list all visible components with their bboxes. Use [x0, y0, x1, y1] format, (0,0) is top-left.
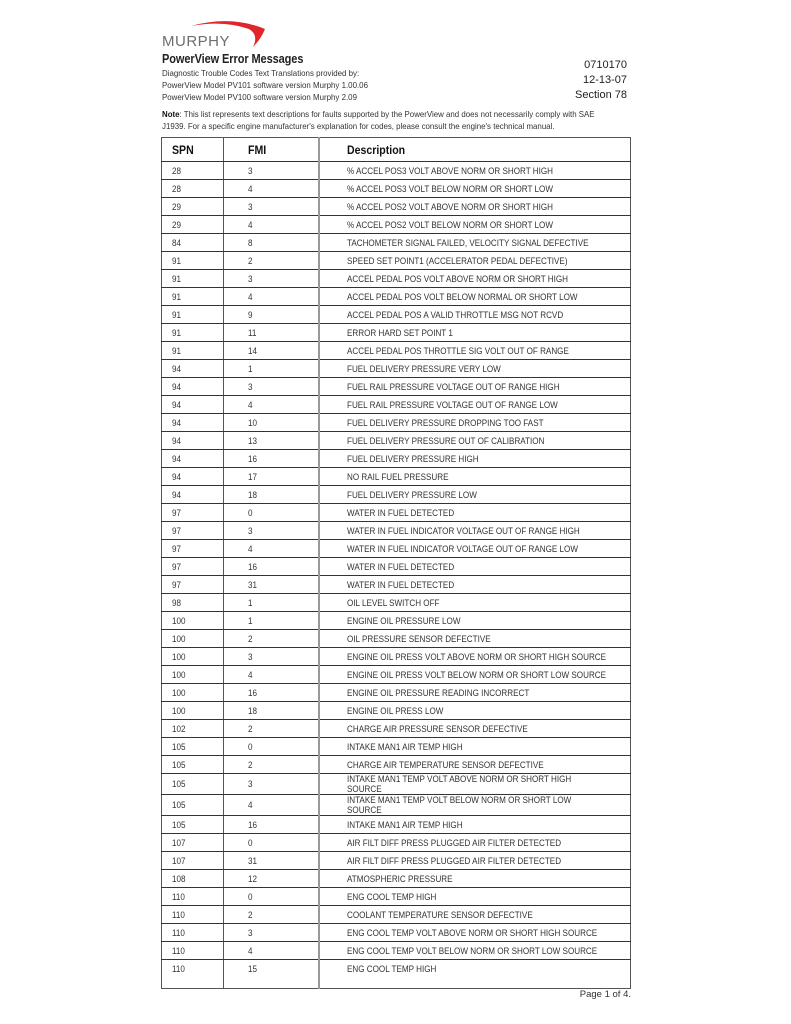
description-cell: ENGINE OIL PRESS LOW	[319, 702, 631, 720]
description-cell: ENG COOL TEMP HIGH	[319, 888, 631, 906]
spn-cell: 100	[162, 702, 224, 720]
spn-cell: 105	[162, 816, 224, 834]
spn-cell: 110	[162, 906, 224, 924]
spn-cell: 98	[162, 594, 224, 612]
spn-cell: 97	[162, 558, 224, 576]
spn-cell: 29	[162, 216, 224, 234]
description-cell: INTAKE MAN1 AIR TEMP HIGH	[319, 738, 631, 756]
description-cell: CHARGE AIR TEMPERATURE SENSOR DEFECTIVE	[319, 756, 631, 774]
subtitle-line-3: PowerView Model PV100 software version Murphy 2.09	[162, 92, 357, 102]
description-cell: ERROR HARD SET POINT 1	[319, 324, 631, 342]
table-row	[162, 432, 631, 450]
table-row	[162, 906, 631, 924]
fmi-cell: 0	[224, 888, 320, 906]
spn-cell: 100	[162, 648, 224, 666]
fmi-cell: 8	[224, 234, 320, 252]
fmi-cell: 31	[224, 852, 320, 870]
table-row	[162, 720, 631, 738]
spn-cell: 91	[162, 252, 224, 270]
fmi-cell: 1	[224, 612, 320, 630]
table-row	[162, 648, 631, 666]
spn-cell: 97	[162, 504, 224, 522]
description-cell: AIR FILT DIFF PRESS PLUGGED AIR FILTER DETECTED	[319, 834, 631, 852]
spn-cell: 105	[162, 774, 224, 795]
column-header-fmi: FMI	[224, 138, 320, 162]
fmi-cell: 11	[224, 324, 320, 342]
description-cell: ENG COOL TEMP VOLT BELOW NORM OR SHORT LOW SOURCE	[319, 942, 631, 960]
spn-cell: 100	[162, 612, 224, 630]
description-cell: ACCEL PEDAL POS A VALID THROTTLE MSG NOT RCVD	[319, 306, 631, 324]
description-cell: ACCEL PEDAL POS THROTTLE SIG VOLT OUT OF RANGE	[319, 342, 631, 360]
fmi-cell: 0	[224, 738, 320, 756]
description-cell: FUEL DELIVERY PRESSURE HIGH	[319, 450, 631, 468]
table-row	[162, 504, 631, 522]
spn-cell: 97	[162, 576, 224, 594]
description-cell: INTAKE MAN1 AIR TEMP HIGH	[319, 816, 631, 834]
table-row	[162, 630, 631, 648]
table-row	[162, 702, 631, 720]
fmi-cell: 16	[224, 816, 320, 834]
spn-cell: 105	[162, 738, 224, 756]
doc-section: Section 78	[575, 89, 627, 101]
spn-cell: 94	[162, 468, 224, 486]
fmi-cell: 31	[224, 576, 320, 594]
doc-number: 0710170	[584, 59, 627, 71]
table-row	[162, 684, 631, 702]
fmi-cell: 18	[224, 702, 320, 720]
fmi-cell: 16	[224, 450, 320, 468]
spn-cell: 102	[162, 720, 224, 738]
spn-cell: 105	[162, 756, 224, 774]
column-header-description: Description	[319, 138, 631, 162]
table-row	[162, 270, 631, 288]
table-row	[162, 576, 631, 594]
spn-cell: 91	[162, 306, 224, 324]
description-cell: ENG COOL TEMP VOLT ABOVE NORM OR SHORT HIGH SOURCE	[319, 924, 631, 942]
description-cell: FUEL DELIVERY PRESSURE LOW	[319, 486, 631, 504]
spn-cell: 91	[162, 270, 224, 288]
fmi-cell: 16	[224, 684, 320, 702]
fmi-cell: 2	[224, 252, 320, 270]
spn-cell: 28	[162, 180, 224, 198]
page-number: Page 1 of 4.	[579, 989, 631, 1000]
table-row	[162, 795, 631, 816]
description-cell: OIL PRESSURE SENSOR DEFECTIVE	[319, 630, 631, 648]
subtitle-line-1: Diagnostic Trouble Codes Text Translations provided by:	[162, 68, 360, 78]
description-cell: FUEL RAIL PRESSURE VOLTAGE OUT OF RANGE LOW	[319, 396, 631, 414]
table-row	[162, 666, 631, 684]
spn-cell: 91	[162, 342, 224, 360]
spn-cell: 110	[162, 888, 224, 906]
table-row	[162, 594, 631, 612]
description-cell: % ACCEL POS3 VOLT BELOW NORM OR SHORT LOW	[319, 180, 631, 198]
spn-cell: 100	[162, 666, 224, 684]
description-cell: ENGINE OIL PRESS VOLT BELOW NORM OR SHORT LOW SOURCE	[319, 666, 631, 684]
fmi-cell: 4	[224, 540, 320, 558]
spn-cell: 94	[162, 378, 224, 396]
table-row	[162, 960, 631, 989]
description-cell: ENGINE OIL PRESSURE READING INCORRECT	[319, 684, 631, 702]
table-row	[162, 180, 631, 198]
fmi-cell: 14	[224, 342, 320, 360]
page-title: PowerView Error Messages	[162, 52, 304, 66]
fmi-cell: 9	[224, 306, 320, 324]
fmi-cell: 4	[224, 942, 320, 960]
fmi-cell: 2	[224, 906, 320, 924]
description-cell: % ACCEL POS2 VOLT ABOVE NORM OR SHORT HIGH	[319, 198, 631, 216]
description-cell: CHARGE AIR PRESSURE SENSOR DEFECTIVE	[319, 720, 631, 738]
spn-cell: 29	[162, 198, 224, 216]
description-cell: WATER IN FUEL DETECTED	[319, 504, 631, 522]
description-cell: SPEED SET POINT1 (ACCELERATOR PEDAL DEFECTIVE)	[319, 252, 631, 270]
table-row	[162, 198, 631, 216]
fmi-cell: 4	[224, 288, 320, 306]
table-header-row	[162, 138, 631, 162]
spn-cell: 94	[162, 432, 224, 450]
fmi-cell: 2	[224, 720, 320, 738]
description-cell: TACHOMETER SIGNAL FAILED, VELOCITY SIGNAL DEFECTIVE	[319, 234, 631, 252]
fmi-cell: 12	[224, 870, 320, 888]
description-cell: % ACCEL POS2 VOLT BELOW NORM OR SHORT LOW	[319, 216, 631, 234]
table-row	[162, 450, 631, 468]
table-row	[162, 288, 631, 306]
description-cell: ENGINE OIL PRESSURE LOW	[319, 612, 631, 630]
table-row	[162, 756, 631, 774]
table-row	[162, 396, 631, 414]
fmi-cell: 2	[224, 630, 320, 648]
table-row	[162, 540, 631, 558]
fmi-cell: 1	[224, 360, 320, 378]
spn-cell: 105	[162, 795, 224, 816]
table-row	[162, 252, 631, 270]
spn-cell: 100	[162, 630, 224, 648]
table-row	[162, 942, 631, 960]
spn-cell: 94	[162, 396, 224, 414]
table-row	[162, 306, 631, 324]
description-cell: FUEL RAIL PRESSURE VOLTAGE OUT OF RANGE HIGH	[319, 378, 631, 396]
table-row	[162, 234, 631, 252]
table-row	[162, 870, 631, 888]
fmi-cell: 4	[224, 180, 320, 198]
table-row	[162, 774, 631, 795]
description-cell: INTAKE MAN1 TEMP VOLT BELOW NORM OR SHORT LOW SOURCE	[319, 795, 631, 816]
spn-cell: 108	[162, 870, 224, 888]
table-row	[162, 852, 631, 870]
spn-cell: 107	[162, 834, 224, 852]
table-row	[162, 834, 631, 852]
spn-cell: 94	[162, 414, 224, 432]
description-cell: ACCEL PEDAL POS VOLT ABOVE NORM OR SHORT HIGH	[319, 270, 631, 288]
spn-cell: 94	[162, 450, 224, 468]
document-meta	[575, 58, 627, 103]
subtitle-line-2: PowerView Model PV101 software version Murphy 1.00.06	[162, 80, 368, 90]
fmi-cell: 0	[224, 504, 320, 522]
table-row	[162, 378, 631, 396]
fmi-cell: 3	[224, 198, 320, 216]
fmi-cell: 10	[224, 414, 320, 432]
description-cell: ENGINE OIL PRESS VOLT ABOVE NORM OR SHORT HIGH SOURCE	[319, 648, 631, 666]
fmi-cell: 3	[224, 162, 320, 180]
fmi-cell: 4	[224, 216, 320, 234]
table-row	[162, 486, 631, 504]
table-row	[162, 324, 631, 342]
fmi-cell: 1	[224, 594, 320, 612]
spn-cell: 110	[162, 924, 224, 942]
fmi-cell: 16	[224, 558, 320, 576]
table-row	[162, 216, 631, 234]
table-row	[162, 816, 631, 834]
table-row	[162, 738, 631, 756]
fmi-cell: 2	[224, 756, 320, 774]
spn-cell: 107	[162, 852, 224, 870]
spn-cell: 28	[162, 162, 224, 180]
description-cell: WATER IN FUEL INDICATOR VOLTAGE OUT OF RANGE HIGH	[319, 522, 631, 540]
fmi-cell: 3	[224, 774, 320, 795]
description-cell: COOLANT TEMPERATURE SENSOR DEFECTIVE	[319, 906, 631, 924]
table-row	[162, 558, 631, 576]
table-row	[162, 162, 631, 180]
spn-cell: 84	[162, 234, 224, 252]
fmi-cell: 4	[224, 666, 320, 684]
table-row	[162, 414, 631, 432]
description-cell: WATER IN FUEL INDICATOR VOLTAGE OUT OF RANGE LOW	[319, 540, 631, 558]
murphy-logo	[161, 17, 271, 49]
column-header-spn: SPN	[162, 138, 224, 162]
table-row	[162, 924, 631, 942]
spn-cell: 94	[162, 486, 224, 504]
fmi-cell: 0	[224, 834, 320, 852]
spn-cell: 100	[162, 684, 224, 702]
spn-cell: 91	[162, 324, 224, 342]
description-cell: WATER IN FUEL DETECTED	[319, 576, 631, 594]
description-cell: ACCEL PEDAL POS VOLT BELOW NORMAL OR SHORT LOW	[319, 288, 631, 306]
table-row	[162, 468, 631, 486]
description-cell: FUEL DELIVERY PRESSURE DROPPING TOO FAST	[319, 414, 631, 432]
spn-cell: 110	[162, 942, 224, 960]
spn-cell: 97	[162, 522, 224, 540]
spn-cell: 91	[162, 288, 224, 306]
fmi-cell: 4	[224, 396, 320, 414]
description-cell: ATMOSPHERIC PRESSURE	[319, 870, 631, 888]
note-text: : This list represents text descriptions for faults supported by the PowerView and does not necessarily comply with SAE J1939. For a specific engine manufacturer's explanation for codes, please consult the engine's technical manual.	[162, 109, 595, 131]
fmi-cell: 13	[224, 432, 320, 450]
fmi-cell: 17	[224, 468, 320, 486]
description-cell: FUEL DELIVERY PRESSURE VERY LOW	[319, 360, 631, 378]
fmi-cell: 3	[224, 378, 320, 396]
spn-cell: 97	[162, 540, 224, 558]
fmi-cell: 3	[224, 522, 320, 540]
fmi-cell: 4	[224, 795, 320, 816]
fmi-cell: 3	[224, 924, 320, 942]
description-cell: INTAKE MAN1 TEMP VOLT ABOVE NORM OR SHORT HIGH SOURCE	[319, 774, 631, 795]
spn-cell: 94	[162, 360, 224, 378]
description-cell: NO RAIL FUEL PRESSURE	[319, 468, 631, 486]
note-label: Note	[162, 109, 180, 119]
fmi-cell: 3	[224, 270, 320, 288]
spn-cell: 110	[162, 960, 224, 989]
doc-date: 12-13-07	[582, 74, 627, 86]
fmi-cell: 3	[224, 648, 320, 666]
description-cell: ENG COOL TEMP HIGH	[347, 964, 437, 974]
logo-text: MURPHY	[162, 33, 231, 49]
table-row	[162, 342, 631, 360]
fmi-cell: 15	[224, 960, 320, 989]
description-cell: AIR FILT DIFF PRESS PLUGGED AIR FILTER DETECTED	[319, 852, 631, 870]
note-paragraph	[162, 108, 609, 132]
table-row	[162, 360, 631, 378]
table-row	[162, 888, 631, 906]
fmi-cell: 18	[224, 486, 320, 504]
description-cell: OIL LEVEL SWITCH OFF	[319, 594, 631, 612]
error-codes-table	[161, 137, 631, 989]
description-cell: % ACCEL POS3 VOLT ABOVE NORM OR SHORT HIGH	[319, 162, 631, 180]
table-row	[162, 522, 631, 540]
description-cell: FUEL DELIVERY PRESSURE OUT OF CALIBRATION	[319, 432, 631, 450]
description-cell: WATER IN FUEL DETECTED	[319, 558, 631, 576]
table-row	[162, 612, 631, 630]
